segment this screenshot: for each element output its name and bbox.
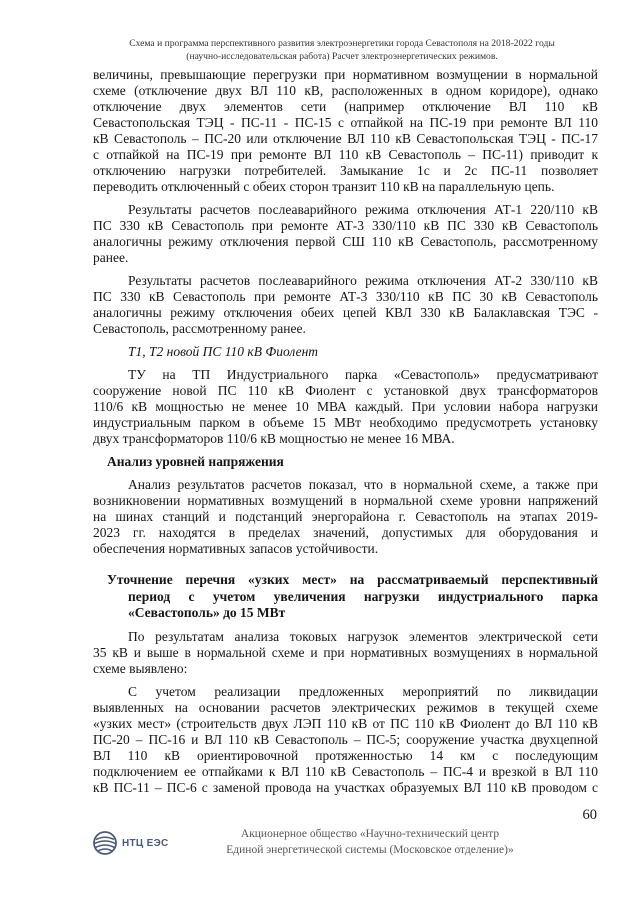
paragraph-load-analysis bbox=[93, 629, 598, 677]
running-header bbox=[82, 37, 602, 63]
paragraph-line: ВЛ 110 кВ ориентировочной протяженностью 14 км с последующим bbox=[93, 747, 598, 763]
paragraph-line: С учетом реализации предложенных мероприятий по ликвидации bbox=[128, 683, 598, 699]
subheading-block bbox=[93, 344, 598, 360]
paragraph-line: «узких мест» (строительств двух ЛЭП 110 кВ от ПС 110 кВ Фиолент до ВЛ 110 кВ bbox=[93, 715, 598, 731]
paragraph-line: кВ Севастополь – ПС-20 или отключение ВЛ 110 кВ Севастопольская ТЭЦ - ПС-17 bbox=[93, 131, 598, 146]
section-heading-block bbox=[93, 572, 598, 622]
paragraph-line: схеме выявлено: bbox=[93, 660, 188, 676]
section-heading-line: период с учетом увеличения нагрузки индустриального парка bbox=[128, 588, 598, 604]
paragraph-at2-result bbox=[93, 273, 598, 337]
paragraph-line: на шинах станций и подстанций энергорайона г. Севастополь на этапах 2019- bbox=[93, 509, 598, 524]
paragraph-line: По результатам анализа токовых нагрузок элементов электрической сети bbox=[128, 628, 598, 644]
paragraph-at1-result bbox=[93, 202, 598, 266]
footer-organization bbox=[165, 826, 575, 858]
paragraph-line: 2023 гг. находятся в пределах значений, допустимых для оборудования и bbox=[93, 525, 598, 540]
paragraph-line: аналогичны режиму отключения обеих цепей КВЛ 330 кВ Балаклавская ТЭС - bbox=[93, 305, 598, 320]
page-number: 60 bbox=[582, 807, 597, 823]
paragraph-line: двух трансформаторов 110/6 кВ мощностью не менее 16 МВА. bbox=[93, 431, 455, 446]
paragraph-line: с отпайкой на ПС-19 при ремонте ВЛ 110 кВ Севастополь – ПС-11) приводит к bbox=[93, 147, 598, 162]
paragraph-line: сооружение новой ПС 110 кВ Фиолент с установкой двух трансформаторов bbox=[93, 383, 598, 398]
paragraph-measures bbox=[93, 684, 598, 796]
paragraph-line: индустриальным парком в объеме 15 МВт необходимо предусмотреть установку bbox=[93, 415, 598, 430]
paragraph-voltage-analysis bbox=[93, 477, 598, 557]
paragraph-continuation bbox=[93, 67, 598, 195]
paragraph-line: отключению нагрузки потребителей. Замыкание 1с и 2с ПС-11 позволяет bbox=[93, 163, 598, 178]
paragraph-line: подключением ее отпайками к ВЛ 110 кВ Севастополь – ПС-4 и врезкой в ВЛ 110 bbox=[93, 763, 598, 779]
italic-subheading: Т1, Т2 новой ПС 110 кВ Фиолент bbox=[128, 344, 319, 359]
footer-org-line: Акционерное общество «Научно-технический центр bbox=[240, 828, 500, 840]
logo-emblem-icon bbox=[92, 830, 118, 856]
logo-wordmark: НТЦ ЕЭС bbox=[122, 837, 169, 849]
paragraph-line: Анализ результатов расчетов показал, что в нормальной схеме, а также при bbox=[128, 477, 598, 492]
section-heading-line: «Севастополь» до 15 МВт bbox=[128, 605, 286, 620]
paragraph-line: 110/6 кВ мощностью не менее 10 МВА каждый. При условии набора нагрузки bbox=[93, 399, 598, 414]
paragraph-line: переводить отключенный с обеих сторон транзит 110 кВ на параллельную цепь. bbox=[93, 179, 555, 194]
paragraph-line: ПС-20 – ПС-16 и ВЛ 110 кВ Севастополь – ПС-5; сооружение участка двухцепной bbox=[93, 731, 598, 747]
header-title-line: Схема и программа перспективного развития электроэнергетики города Севастополя на 2018-2022 годы bbox=[129, 38, 555, 49]
paragraph-line: Севастополь, рассмотренному ранее. bbox=[93, 321, 306, 336]
paragraph-line: Результаты расчетов послеаварийного режима отключения АТ-2 330/110 кВ bbox=[128, 273, 598, 288]
section-heading-block bbox=[93, 454, 598, 470]
document-body bbox=[93, 67, 598, 796]
section-heading: Анализ уровней напряжения bbox=[107, 454, 284, 469]
paragraph-line: обеспечения нормативных запасов устойчивости. bbox=[93, 541, 379, 556]
paragraph-line: кВ ПС-11 – ПС-6 с заменой провода на участках образуемых ВЛ 110 кВ проводом с bbox=[93, 779, 598, 795]
paragraph-line: ПС 330 кВ Севастополь при ремонте АТ-3 330/110 кВ ПС 30 кВ Севастополь bbox=[93, 289, 598, 304]
paragraph-line: выявленных на основании расчетов электрических режимов в текущей схеме bbox=[93, 699, 598, 715]
paragraph-line: ранее. bbox=[93, 250, 129, 265]
paragraph-line: возникновении нормативных возмущений в нормальной схеме уровни напряжений bbox=[93, 493, 598, 508]
footer-org-line: Единой энергетической системы (Московское отделение)» bbox=[226, 844, 514, 856]
paragraph-line: ПС 330 кВ Севастополь при ремонте АТ-3 330/110 кВ ПС 330 кВ Севастополь bbox=[93, 218, 598, 233]
paragraph-line: аналогичны режиму отключения первой СШ 110 кВ Севастополь, рассмотренному bbox=[93, 234, 598, 249]
paragraph-line: Результаты расчетов послеаварийного режима отключения АТ-1 220/110 кВ bbox=[128, 202, 598, 217]
paragraph-line: схеме (отключение двух ВЛ 110 кВ, расположенных в одном коридоре), однако bbox=[93, 83, 598, 98]
paragraph-line: величины, превышающие перегрузки при нормативном возмущении в нормальной bbox=[93, 67, 598, 82]
section-heading-line: Уточнение перечня «узких мест» на рассматриваемый перспективный bbox=[107, 572, 598, 587]
paragraph-line: ТУ на ТП Индустриального парка «Севастополь» предусматривают bbox=[128, 367, 598, 382]
company-logo bbox=[92, 829, 169, 857]
paragraph-line: Севастопольская ТЭЦ - ПС-11 - ПС-15 с отпайкой на ПС-19 при ремонте ВЛ 110 bbox=[93, 115, 598, 130]
header-subtitle-line: (научно-исследовательская работа) Расчет электроэнергетических режимов. bbox=[186, 51, 498, 62]
paragraph-fiolent bbox=[93, 367, 598, 447]
paragraph-line: 35 кВ и выше в нормальной схеме и при нормативных возмущениях в нормальной bbox=[93, 644, 598, 660]
paragraph-line: отключение двух элементов сети (например отключение ВЛ 110 кВ bbox=[93, 99, 598, 114]
